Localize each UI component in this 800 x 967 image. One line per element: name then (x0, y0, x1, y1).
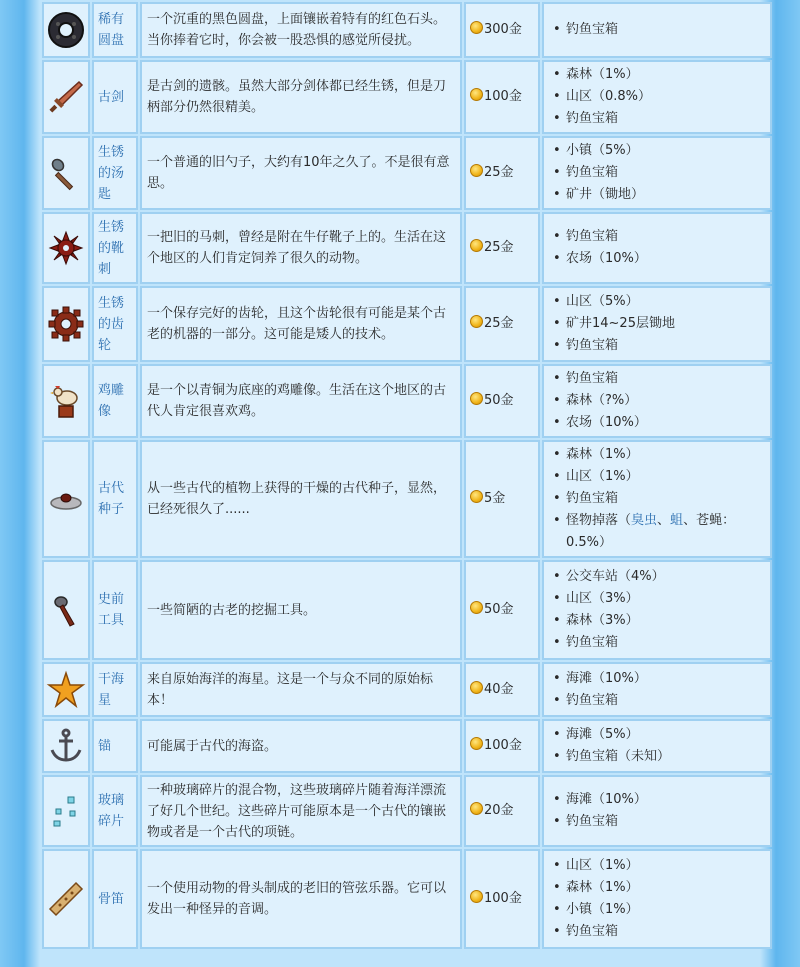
item-price: 25金 (464, 212, 540, 284)
item-name[interactable]: 史前工具 (92, 560, 138, 660)
dark-disc-icon (42, 2, 90, 58)
chicken-statue-icon (42, 364, 90, 438)
seed-icon (42, 440, 90, 558)
coin-icon (470, 681, 483, 694)
location-item: • 森林（3%） (552, 610, 762, 632)
item-description: 是古剑的遗骸。虽然大部分剑体都已经生锈，但是刀柄部分仍然很精美。 (140, 60, 462, 134)
location-item: • 森林（?%） (552, 390, 762, 412)
item-price: 100金 (464, 849, 540, 949)
location-item: • 森林（1%） (552, 877, 762, 899)
item-name[interactable]: 生锈的汤匙 (92, 136, 138, 210)
item-locations (542, 849, 772, 949)
location-item: • 公交车站（4%） (552, 566, 762, 588)
item-locations (542, 719, 772, 773)
coin-icon (470, 239, 483, 252)
bone-flute-icon (42, 849, 90, 949)
coin-icon (470, 490, 483, 503)
item-price: 100金 (464, 60, 540, 134)
anchor-icon (42, 719, 90, 773)
item-locations (542, 212, 772, 284)
item-locations (542, 662, 772, 717)
item-description: 从一些古代的植物上获得的干燥的古代种子，显然，已经死很久了...... (140, 440, 462, 558)
location-item: • 小镇（1%） (552, 899, 762, 921)
item-locations (542, 286, 772, 362)
item-description: 一些简陋的古老的挖掘工具。 (140, 560, 462, 660)
sword-icon (42, 60, 90, 134)
coin-icon (470, 802, 483, 815)
item-description: 一种玻璃碎片的混合物，这些玻璃碎片随着海洋漂流了好几个世纪。这些碎片可能原本是一个古代的镶嵌物或者是一个古代的项链。 (140, 775, 462, 847)
location-item: • 钓鱼宝箱 (552, 690, 762, 712)
table-row (42, 364, 772, 438)
location-item: • 钓鱼宝箱 (552, 162, 762, 184)
location-item: • 钓鱼宝箱 (552, 632, 762, 654)
item-price: 50金 (464, 560, 540, 660)
table-row (42, 775, 772, 847)
artifact-table (40, 0, 774, 951)
item-name[interactable]: 玻璃碎片 (92, 775, 138, 847)
table-row (42, 136, 772, 210)
item-price: 100金 (464, 719, 540, 773)
item-description: 可能属于古代的海盗。 (140, 719, 462, 773)
coin-icon (470, 392, 483, 405)
location-item: • 海滩（10%） (552, 789, 762, 811)
item-price: 20金 (464, 775, 540, 847)
location-item: • 钓鱼宝箱 (552, 335, 762, 357)
table-row (42, 662, 772, 717)
table-row (42, 212, 772, 284)
item-description: 一把旧的马刺，曾经是附在牛仔靴子上的。生活在这个地区的人们肯定饲养了很久的动物。 (140, 212, 462, 284)
glass-shards-icon (42, 775, 90, 847)
location-item: • 矿井14~25层锄地 (552, 313, 762, 335)
location-item: • 山区（3%） (552, 588, 762, 610)
location-item: • 钓鱼宝箱 (552, 19, 762, 41)
item-name[interactable]: 生锈的靴刺 (92, 212, 138, 284)
item-name[interactable]: 干海星 (92, 662, 138, 717)
coin-icon (470, 164, 483, 177)
item-price: 5金 (464, 440, 540, 558)
item-price: 50金 (464, 364, 540, 438)
coin-icon (470, 21, 483, 34)
gear-icon (42, 286, 90, 362)
location-item: • 山区（0.8%） (552, 86, 762, 108)
coin-icon (470, 737, 483, 750)
item-locations (542, 440, 772, 558)
coin-icon (470, 315, 483, 328)
item-description: 一个使用动物的骨头制成的老旧的管弦乐器。它可以发出一种怪异的音调。 (140, 849, 462, 949)
location-item: • 海滩（5%） (552, 724, 762, 746)
table-row (42, 60, 772, 134)
item-price: 25金 (464, 286, 540, 362)
item-name[interactable]: 生锈的齿轮 (92, 286, 138, 362)
location-item: • 农场（10%） (552, 412, 762, 434)
item-locations (542, 560, 772, 660)
item-description: 一个沉重的黑色圆盘，上面镶嵌着特有的红色石头。当你捧着它时，你会被一股恐惧的感觉所侵扰。 (140, 2, 462, 58)
table-row (42, 719, 772, 773)
location-item: • 海滩（10%） (552, 668, 762, 690)
item-description: 是一个以青铜为底座的鸡雕像。生活在这个地区的古代人肯定很喜欢鸡。 (140, 364, 462, 438)
item-name[interactable]: 鸡雕像 (92, 364, 138, 438)
item-description: 来自原始海洋的海星。这是一个与众不同的原始标本！ (140, 662, 462, 717)
monster-link[interactable]: 臭虫 (631, 513, 658, 528)
item-name[interactable]: 锚 (92, 719, 138, 773)
location-item: • 森林（1%） (552, 444, 762, 466)
location-item: • 森林（1%） (552, 64, 762, 86)
item-name[interactable]: 古代种子 (92, 440, 138, 558)
table-row (42, 849, 772, 949)
location-item: • 钓鱼宝箱 (552, 108, 762, 130)
table-row (42, 286, 772, 362)
location-item: • 钓鱼宝箱 (552, 368, 762, 390)
location-item: • 山区（5%） (552, 291, 762, 313)
location-item: • 山区（1%） (552, 855, 762, 877)
item-price: 300金 (464, 2, 540, 58)
item-description: 一个普通的旧勺子，大约有10年之久了。不是很有意思。 (140, 136, 462, 210)
tool-icon (42, 560, 90, 660)
item-name[interactable]: 古剑 (92, 60, 138, 134)
item-description: 一个保存完好的齿轮，且这个齿轮很有可能是某个古老的机器的一部分。这可能是矮人的技术。 (140, 286, 462, 362)
location-item: • 小镇（5%） (552, 140, 762, 162)
location-item: • 怪物掉落（臭虫、蛆、苍蝇：0.5%） (552, 510, 762, 554)
item-locations (542, 60, 772, 134)
item-locations (542, 364, 772, 438)
coin-icon (470, 601, 483, 614)
artifact-table-wrapper (40, 0, 762, 951)
item-locations (542, 775, 772, 847)
location-item: • 矿井（锄地） (552, 184, 762, 206)
location-item: • 钓鱼宝箱 (552, 488, 762, 510)
location-item: • 钓鱼宝箱 (552, 921, 762, 943)
location-item: • 山区（1%） (552, 466, 762, 488)
location-item: • 钓鱼宝箱 (552, 811, 762, 833)
location-item: • 农场（10%） (552, 248, 762, 270)
table-row (42, 440, 772, 558)
location-item: • 钓鱼宝箱 (552, 226, 762, 248)
starfish-icon (42, 662, 90, 717)
coin-icon (470, 88, 483, 101)
spoon-icon (42, 136, 90, 210)
item-price: 40金 (464, 662, 540, 717)
item-price: 25金 (464, 136, 540, 210)
location-item: • 钓鱼宝箱（未知） (552, 746, 762, 768)
item-locations (542, 136, 772, 210)
monster-link[interactable]: 蛆 (670, 513, 684, 528)
item-locations (542, 2, 772, 58)
spur-icon (42, 212, 90, 284)
table-row (42, 2, 772, 58)
item-name[interactable]: 稀有圆盘 (92, 2, 138, 58)
coin-icon (470, 890, 483, 903)
item-name[interactable]: 骨笛 (92, 849, 138, 949)
table-row (42, 560, 772, 660)
